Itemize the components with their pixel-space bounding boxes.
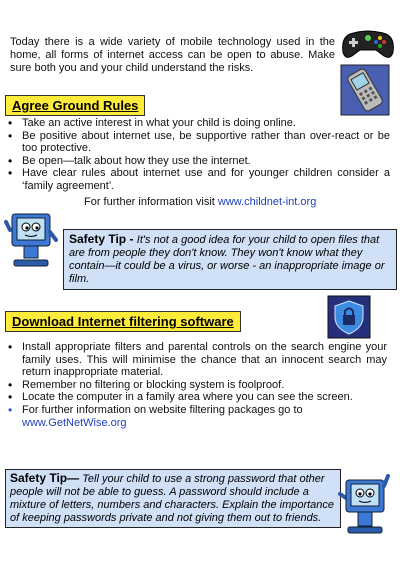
safety-tip-text: It's not a good idea for your child to open files that are from people they don't know. They won't know what they contain—it could be a virus, or worse - an inappropriate image or film. (69, 234, 385, 285)
padlock-shield-icon (327, 295, 371, 339)
list-item: • For further information on website filtering packages go to www.GetNetWise.org (4, 404, 387, 429)
mobile-phone-icon (340, 64, 390, 116)
safety-tip-text: Tell your child to use a strong password that other people will not be able to guess. A password should include a mixture of letters, numbers and characters. Explain the importance of keeping passwords private and not giving them out to friends. (10, 473, 335, 524)
ground-rules-list (4, 117, 390, 193)
further-info-line: For further information visit www.childnet-int.org (84, 196, 317, 208)
computer-mascot-icon (4, 208, 58, 268)
list-item: • Be positive about internet use, be supportive rather than over-react or be too protective. (4, 130, 390, 155)
filtering-list (4, 341, 387, 429)
computer-mascot-icon (338, 472, 392, 536)
safety-tip-box-2 (5, 469, 341, 528)
download-filtering-heading: Download Internet filtering software (5, 311, 241, 332)
list-item: • Be open—talk about how they use the internet. (4, 155, 390, 168)
childnet-link[interactable]: www.childnet-int.org (217, 196, 317, 208)
list-item: • Remember no filtering or blocking system is foolproof. (4, 379, 387, 392)
intro-paragraph: Today there is a wide variety of mobile technology used in the home, all forms of internet access can be open to abuse. Make sure both you and your child understand the risks. (10, 36, 335, 75)
getnetwise-link[interactable]: www.GetNetWise.org (22, 416, 127, 429)
safety-tip-box (63, 229, 397, 290)
list-item: • Install appropriate filters and parental controls on the search engine your family uses. This will minimise the chance that an innocent search may return inappropriate material. (4, 341, 387, 379)
list-item: • Locate the computer in a family area where you can see the screen. (4, 391, 387, 404)
safety-tip-title: Safety Tip— (10, 471, 80, 485)
list-item: • Take an active interest in what your child is doing online. (4, 117, 390, 130)
agree-ground-rules-heading: Agree Ground Rules (5, 95, 145, 116)
safety-tip-title: Safety Tip - (69, 232, 137, 246)
game-controller-icon (340, 26, 396, 62)
list-item: • Have clear rules about internet use and for younger children consider a ‘family agreement’. (4, 167, 390, 192)
